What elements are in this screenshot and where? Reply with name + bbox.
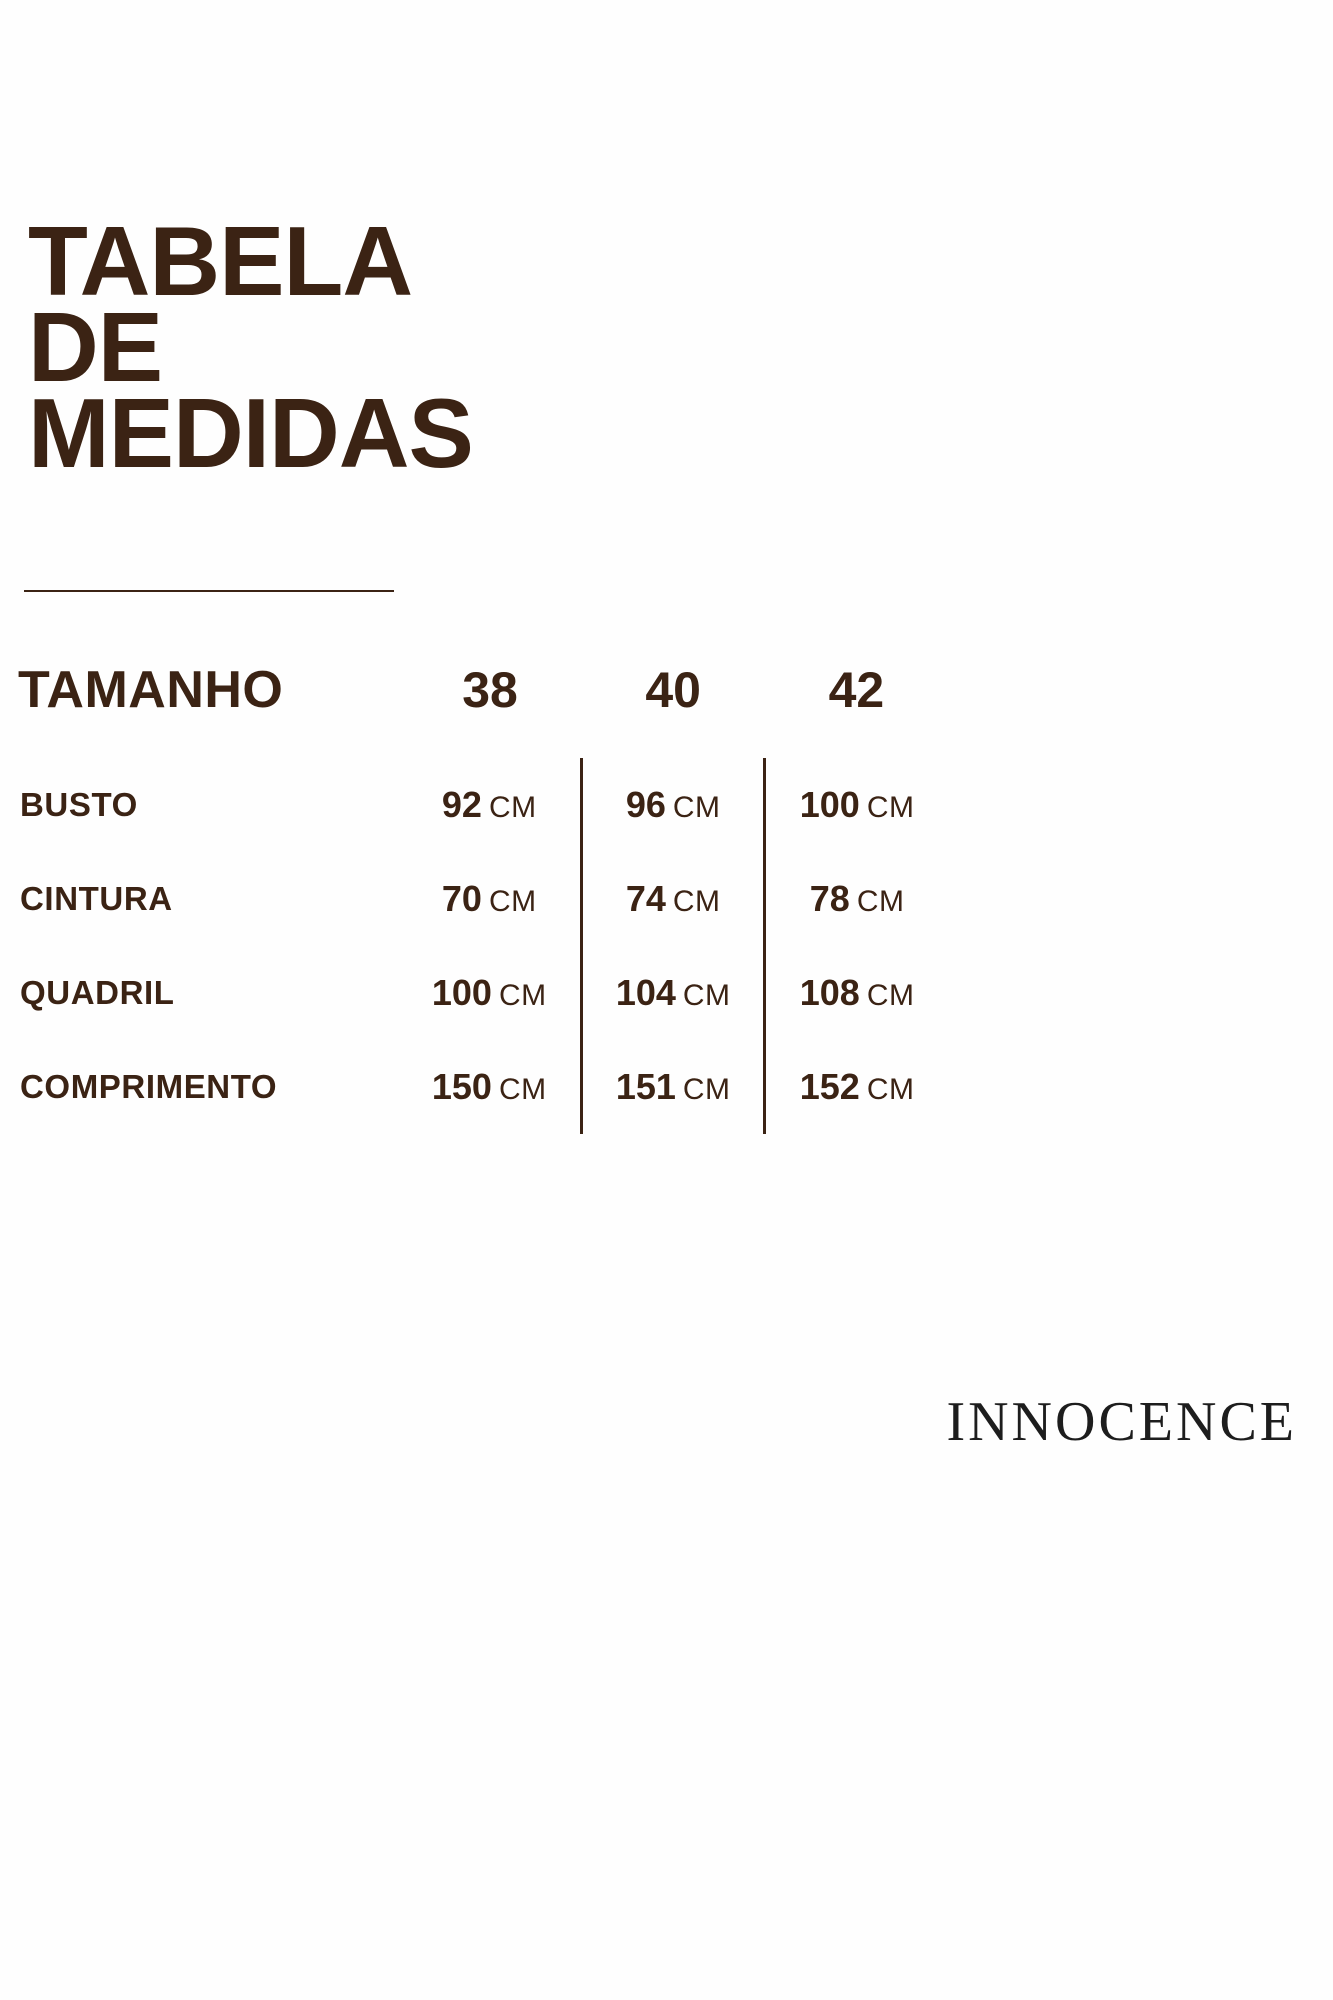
- value: 78: [809, 878, 850, 919]
- row-label-busto: BUSTO: [20, 786, 138, 823]
- unit: CM: [856, 885, 905, 918]
- value: 74: [625, 878, 666, 919]
- page-title: [28, 206, 473, 489]
- value: 152: [799, 1066, 860, 1107]
- header-size-40: 40: [645, 662, 701, 718]
- brand-logo: INNOCENCE: [946, 1391, 1297, 1453]
- cell-quadril-42: [765, 946, 948, 1040]
- value: 108: [799, 972, 860, 1013]
- table-row: [8, 852, 948, 946]
- unit: CM: [866, 1073, 915, 1106]
- value: 151: [615, 1066, 676, 1107]
- cell-cintura-38: [398, 852, 581, 946]
- unit: CM: [682, 1073, 731, 1106]
- row-label-comprimento: COMPRIMENTO: [20, 1068, 278, 1105]
- cell-busto-38: [398, 758, 581, 852]
- unit: CM: [672, 885, 721, 918]
- row-label-cintura: CINTURA: [20, 880, 173, 917]
- measurements-table-container: [0, 660, 1333, 1134]
- value: 150: [431, 1066, 492, 1107]
- title-divider: [24, 590, 394, 592]
- table-header-row: [8, 660, 948, 758]
- table-row: [8, 758, 948, 852]
- row-label-quadril: QUADRIL: [20, 974, 175, 1011]
- cell-busto-42: [765, 758, 948, 852]
- cell-comprimento-42: [765, 1040, 948, 1134]
- cell-comprimento-40: [582, 1040, 765, 1134]
- page-title-line-1: TABELA: [28, 206, 413, 316]
- page-title-line-3: MEDIDAS: [28, 378, 473, 489]
- value: 100: [799, 784, 860, 825]
- cell-comprimento-38: [398, 1040, 581, 1134]
- unit: CM: [866, 979, 915, 1012]
- value: 92: [441, 784, 482, 825]
- cell-quadril-38: [398, 946, 581, 1040]
- value: 104: [615, 972, 676, 1013]
- page-title-line-2: DE: [28, 292, 163, 403]
- cell-cintura-40: [582, 852, 765, 946]
- table-row: [8, 946, 948, 1040]
- header-size-42: 42: [828, 662, 885, 718]
- header-tamanho: TAMANHO: [18, 661, 284, 719]
- value: 96: [625, 784, 666, 825]
- unit: CM: [682, 979, 731, 1012]
- value: 70: [441, 878, 482, 919]
- header-size-38: 38: [462, 662, 518, 718]
- unit: CM: [488, 791, 537, 824]
- unit: CM: [498, 1073, 547, 1106]
- cell-quadril-40: [582, 946, 765, 1040]
- unit: CM: [498, 979, 547, 1012]
- table-row: [8, 1040, 948, 1134]
- measurements-table: [8, 660, 948, 1134]
- cell-busto-40: [582, 758, 765, 852]
- unit: CM: [672, 791, 721, 824]
- value: 100: [431, 972, 492, 1013]
- unit: CM: [488, 885, 537, 918]
- unit: CM: [866, 791, 915, 824]
- cell-cintura-42: [765, 852, 948, 946]
